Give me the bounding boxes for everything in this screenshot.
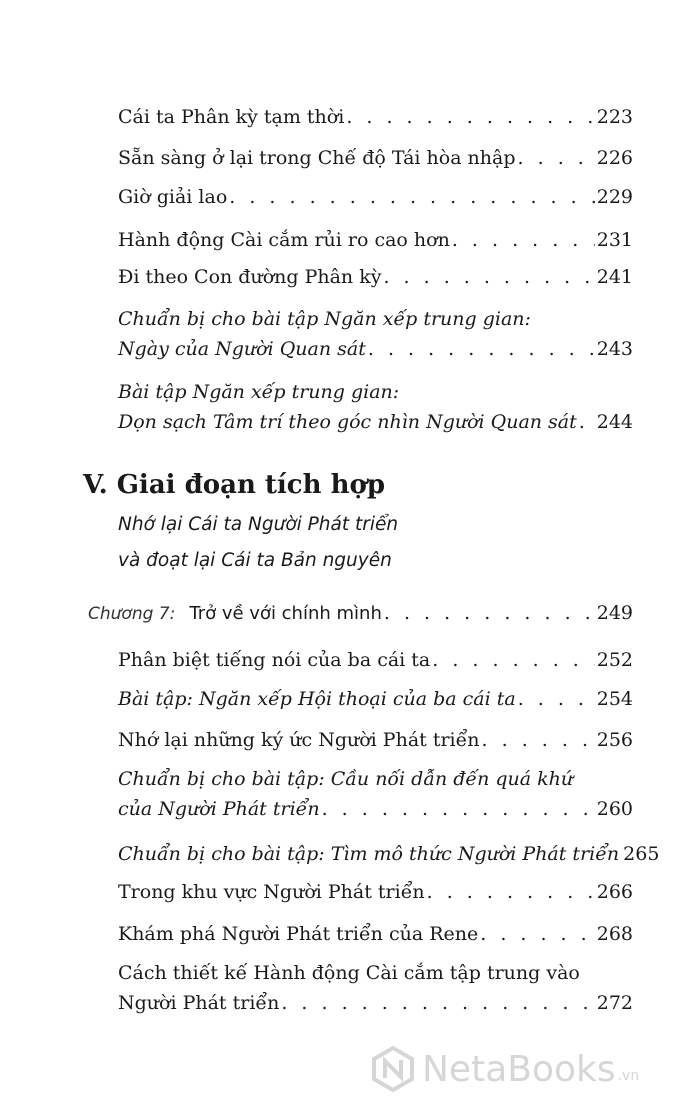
entry-page: 266 bbox=[596, 881, 633, 903]
entry-title: của Người Phát triển bbox=[118, 798, 320, 820]
entry-title: Trong khu vực Người Phát triển bbox=[118, 881, 425, 903]
toc-entry bbox=[118, 958, 633, 1018]
toc-entry bbox=[118, 764, 633, 824]
entry-page: 229 bbox=[596, 186, 633, 208]
entry-page: 223 bbox=[596, 106, 633, 128]
dot-leader bbox=[482, 725, 595, 755]
dot-leader bbox=[579, 407, 595, 437]
toc-entry bbox=[118, 725, 633, 755]
toc-entry bbox=[118, 143, 633, 173]
entry-page: 226 bbox=[596, 147, 633, 169]
dot-leader bbox=[229, 182, 594, 212]
toc-entry bbox=[118, 304, 633, 364]
toc-entry bbox=[118, 262, 633, 292]
entry-title: Nhớ lại những ký ức Người Phát triển bbox=[118, 729, 480, 751]
entry-page: 241 bbox=[596, 266, 633, 288]
dot-leader bbox=[322, 794, 595, 824]
toc-entry bbox=[118, 377, 633, 437]
entry-title: Bài tập: Ngăn xếp Hội thoại của ba cái ta bbox=[118, 688, 516, 710]
dot-leader bbox=[281, 988, 594, 1018]
entry-page: 268 bbox=[596, 923, 633, 945]
entry-title-line1: Chuẩn bị cho bài tập Ngăn xếp trung gian: bbox=[118, 308, 531, 330]
toc-entry bbox=[118, 684, 633, 714]
dot-leader bbox=[518, 143, 595, 173]
entry-page: 231 bbox=[596, 229, 633, 251]
watermark bbox=[370, 1046, 639, 1092]
entry-title: Khám phá Người Phát triển của Rene bbox=[118, 923, 479, 945]
watermark-suffix: .vn bbox=[617, 1068, 640, 1084]
entry-title: Ngày của Người Quan sát bbox=[118, 338, 366, 360]
toc-entry bbox=[118, 102, 633, 132]
dot-leader bbox=[368, 334, 595, 364]
section-subtitle: và đoạt lại Cái ta Bản nguyên bbox=[118, 550, 392, 571]
entry-title: Giờ giải lao bbox=[118, 186, 228, 208]
dot-leader bbox=[427, 877, 595, 907]
entry-page: 252 bbox=[596, 649, 633, 671]
dot-leader bbox=[384, 598, 595, 628]
entry-title: Chuẩn bị cho bài tập: Tìm mô thức Người Phát triển bbox=[118, 843, 620, 865]
entry-page: 256 bbox=[596, 729, 633, 751]
entry-title-line1: Cách thiết kế Hành động Cài cắm tập trung vào bbox=[118, 962, 580, 984]
chapter-title: Trở về với chính mình bbox=[189, 603, 382, 624]
dot-leader bbox=[518, 684, 595, 714]
section-title: V. Giai đoạn tích hợp bbox=[83, 470, 386, 500]
dot-leader bbox=[432, 645, 594, 675]
toc-entry bbox=[118, 182, 633, 212]
entry-page: 260 bbox=[596, 798, 633, 820]
dot-leader bbox=[452, 225, 595, 255]
entry-title: Sẵn sàng ở lại trong Chế độ Tái hòa nhập bbox=[118, 147, 516, 169]
dot-leader bbox=[480, 919, 595, 949]
entry-page: 244 bbox=[596, 411, 633, 433]
entry-title: Cái ta Phân kỳ tạm thời bbox=[118, 106, 345, 128]
chapter-page: 249 bbox=[596, 602, 633, 624]
entry-title: Phân biệt tiếng nói của ba cái ta bbox=[118, 649, 431, 671]
entry-page: 243 bbox=[596, 338, 633, 360]
entry-page: 272 bbox=[596, 992, 633, 1014]
chapter-entry bbox=[88, 598, 633, 629]
entry-page: 265 bbox=[623, 843, 660, 865]
dot-leader bbox=[383, 262, 594, 292]
toc-entry bbox=[118, 877, 633, 907]
netabooks-logo-icon bbox=[370, 1046, 416, 1092]
toc-entry bbox=[118, 645, 633, 675]
entry-title: Dọn sạch Tâm trí theo góc nhìn Người Quan sát bbox=[118, 411, 577, 433]
entry-title: Người Phát triển bbox=[118, 992, 280, 1014]
entry-title-line1: Chuẩn bị cho bài tập: Cầu nối dẫn đến quá khứ bbox=[118, 768, 574, 790]
watermark-brand: NetaBooks bbox=[422, 1048, 616, 1090]
toc-entry bbox=[118, 839, 660, 869]
toc-entry bbox=[118, 919, 633, 949]
entry-title: Hành động Cài cắm rủi ro cao hơn bbox=[118, 229, 450, 251]
dot-leader bbox=[346, 102, 594, 132]
toc-entry bbox=[118, 225, 633, 255]
entry-title-line1: Bài tập Ngăn xếp trung gian: bbox=[118, 381, 400, 403]
chapter-label: Chương 7: bbox=[88, 604, 176, 624]
entry-title: Đi theo Con đường Phân kỳ bbox=[118, 266, 382, 288]
entry-page: 254 bbox=[596, 688, 633, 710]
section-subtitle: Nhớ lại Cái ta Người Phát triển bbox=[118, 514, 399, 535]
